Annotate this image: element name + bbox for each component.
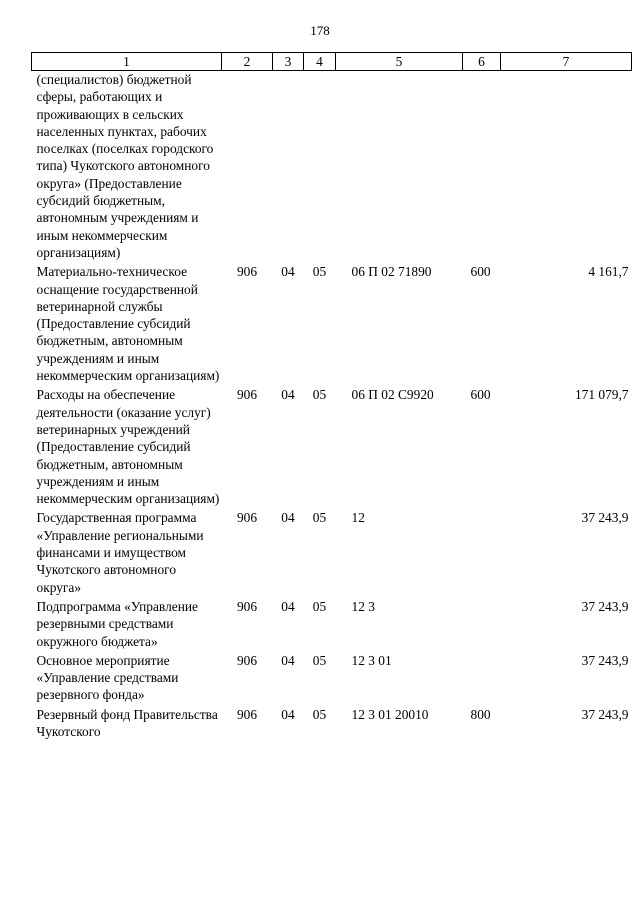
row-kcsr: 12 3 01 20010 xyxy=(351,706,429,722)
column-header-1: 1 xyxy=(32,53,222,71)
row-kcsr: 12 3 xyxy=(351,598,375,614)
row-vr xyxy=(463,71,501,264)
table-row xyxy=(32,509,632,597)
row-name: Материально-техническое оснащение государственной ветеринарной службы (Предоставление субсидий бюджетным, автономным учреждениям и иным некоммерческим организациям) xyxy=(36,264,220,384)
row-rz: 04 xyxy=(281,652,295,668)
row-name: Расходы на обеспечение деятельности (оказание услуг) ветеринарных учреждений (Предоставление субсидий бюджетным, автономным учреждениям и иным некоммерческим организациям) xyxy=(36,387,220,507)
row-amount xyxy=(501,71,632,264)
row-vr: 800 xyxy=(470,706,491,722)
row-vr: 600 xyxy=(470,387,491,403)
row-kcsr: 06 П 02 71890 xyxy=(351,264,432,280)
row-amount: 171 079,7 xyxy=(574,387,629,403)
row-amount: 4 161,7 xyxy=(588,264,629,280)
row-amount: 37 243,9 xyxy=(581,706,629,722)
row-rz: 04 xyxy=(281,706,295,722)
row-rz: 04 xyxy=(281,387,295,403)
page-number: 178 xyxy=(310,23,330,38)
column-header-4: 4 xyxy=(304,53,336,71)
table-row xyxy=(32,263,632,386)
row-kcsr xyxy=(336,71,463,264)
row-amount: 37 243,9 xyxy=(581,652,629,668)
table-row xyxy=(32,386,632,509)
row-kcsr: 06 П 02 С9920 xyxy=(351,387,434,403)
budget-table xyxy=(31,52,632,742)
row-pr: 05 xyxy=(312,510,327,526)
row-amount: 37 243,9 xyxy=(581,510,629,526)
row-vr xyxy=(463,509,501,597)
row-grbs: 906 xyxy=(236,598,258,614)
row-grbs: 906 xyxy=(236,510,258,526)
row-pr: 05 xyxy=(312,598,327,614)
table-row xyxy=(32,598,632,652)
row-pr xyxy=(304,71,336,264)
row-rz: 04 xyxy=(281,598,295,614)
row-grbs xyxy=(222,71,273,264)
row-vr xyxy=(463,652,501,706)
row-pr: 05 xyxy=(312,652,327,668)
column-header-2: 2 xyxy=(222,53,273,71)
column-header-5: 5 xyxy=(336,53,463,71)
table-row xyxy=(32,652,632,706)
table-row xyxy=(32,71,632,264)
column-header-row xyxy=(32,53,632,71)
row-name: Резервный фонд Правительства Чукотского xyxy=(36,706,218,739)
row-rz: 04 xyxy=(281,264,295,280)
column-header-7: 7 xyxy=(501,53,632,71)
row-vr: 600 xyxy=(470,264,491,280)
row-pr: 05 xyxy=(312,706,327,722)
column-header-3: 3 xyxy=(273,53,304,71)
row-name: Государственная программа «Управление региональными финансами и имуществом Чукотского автономного округа» xyxy=(36,510,204,595)
row-kcsr: 12 3 01 xyxy=(351,652,392,668)
row-grbs: 906 xyxy=(236,264,258,280)
row-kcsr: 12 xyxy=(351,510,365,526)
row-pr: 05 xyxy=(312,264,327,280)
row-grbs: 906 xyxy=(236,387,258,403)
row-grbs: 906 xyxy=(236,706,258,722)
table-row xyxy=(32,706,632,743)
row-name: (специалистов) бюджетной сферы, работающих и проживающих в сельских населенных пунктах, рабочих поселках (поселках городского типа) Чукотского автономного округа» (Предоставление субсидий бюджетным, автономным учреждениям и иным некоммерческим организациям) xyxy=(36,72,214,260)
row-amount: 37 243,9 xyxy=(581,598,629,614)
row-rz xyxy=(273,71,304,264)
row-grbs: 906 xyxy=(236,652,258,668)
row-pr: 05 xyxy=(312,387,327,403)
row-name: Подпрограмма «Управление резервными средствами окружного бюджета» xyxy=(36,598,198,649)
row-vr xyxy=(463,598,501,652)
row-name: Основное мероприятие «Управление средствами резервного фонда» xyxy=(36,652,179,703)
column-header-6: 6 xyxy=(463,53,501,71)
row-rz: 04 xyxy=(281,510,295,526)
